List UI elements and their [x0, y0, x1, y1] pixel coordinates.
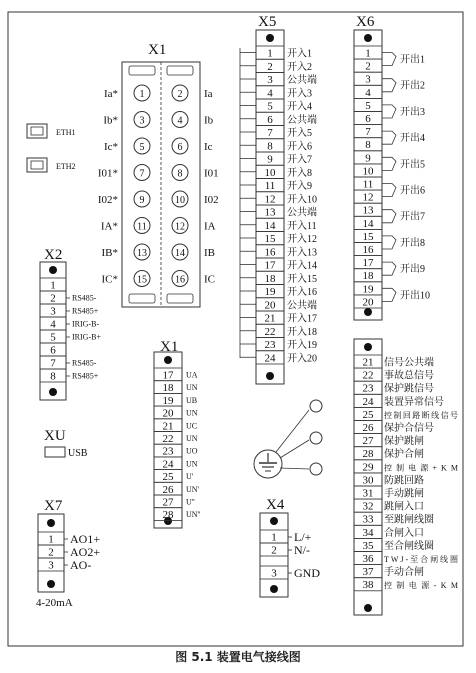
x1-current-left-number: 5 — [139, 142, 145, 153]
x5-terminal-number: 3 — [267, 74, 273, 86]
x1-current-right-label: Ic — [204, 141, 213, 153]
x6-lower-terminal-number: 28 — [362, 448, 374, 461]
x5-terminal-number: 1 — [267, 47, 273, 60]
x2-terminal-number: 5 — [50, 331, 56, 344]
x5-terminal-number: 13 — [264, 206, 276, 219]
x4-terminal-label: L/+ — [294, 530, 312, 544]
x1-current-right-number: 8 — [177, 168, 183, 180]
x6-lower-terminal-label: 手动跳闸 — [384, 488, 424, 500]
x5-terminal-label: 开入10 — [287, 194, 317, 206]
x5-terminal-label: 开入6 — [287, 141, 312, 153]
ground-symbol-icon — [254, 400, 322, 478]
x7-screw-bottom — [47, 580, 55, 588]
x2-terminal-label: RS485- — [72, 358, 97, 368]
x1-current-block — [98, 62, 219, 307]
x2-screw-top — [49, 266, 57, 274]
x1-voltage-terminal-label: UN'' — [186, 510, 201, 520]
x6-lower-terminal-number: 35 — [362, 539, 374, 552]
x6-terminal-number: 8 — [365, 139, 371, 152]
x6-terminal-number: 3 — [365, 73, 371, 86]
x2-terminal-label: IRIG-B+ — [72, 332, 101, 342]
x6-terminal-number: 14 — [362, 217, 374, 230]
x1-voltage-terminal-number: 25 — [162, 471, 174, 484]
x1-current-right-label: I02 — [204, 194, 219, 206]
x6-relay-label: 开出1 — [400, 54, 425, 66]
x6-terminal-number: 16 — [362, 244, 374, 256]
x1-current-right-label: Ia — [204, 88, 213, 100]
x6-relay-contact — [382, 157, 396, 170]
x6-terminal-number: 7 — [365, 126, 371, 139]
x1-voltage-terminal-label: UA — [186, 370, 198, 380]
x2-block — [40, 262, 101, 400]
x1-current-clip-top-right — [167, 66, 193, 75]
x1-voltage-terminal-label: UN — [186, 459, 198, 469]
x6-lower-terminal-label: 手动合闸 — [384, 567, 424, 579]
x2-terminal-number: 3 — [50, 305, 56, 318]
x6-lower-terminal-number: 21 — [362, 356, 374, 369]
x6-screw-top — [364, 34, 372, 42]
x1-current-right-label: I01 — [204, 167, 219, 180]
x5-terminal-label: 开入3 — [287, 88, 312, 100]
x5-terminal-label: 开入2 — [287, 61, 312, 73]
x1-current-left-label: Ib* — [103, 114, 118, 127]
x6-terminal-number: 4 — [365, 86, 371, 99]
x6-relay-label: 开出8 — [400, 237, 425, 249]
x5-terminal-number: 7 — [267, 127, 273, 139]
x6-lower-terminal-number: 25 — [362, 408, 374, 421]
x1-current-right-number: 16 — [175, 274, 185, 286]
x6-terminal-number: 18 — [362, 270, 374, 283]
x6-lower-terminal-label: 跳闸入口 — [384, 501, 424, 513]
eth1-label: ETH1 — [56, 128, 76, 137]
x5-terminal-number: 24 — [264, 352, 276, 365]
x1-voltage-block — [154, 352, 201, 528]
x5-terminal-number: 10 — [264, 166, 276, 179]
x4-terminal-label: N/- — [294, 543, 310, 557]
x6-lower-terminal-number: 30 — [362, 474, 374, 487]
x1-voltage-terminal-label: U' — [186, 472, 194, 482]
x1-voltage-terminal-number: 26 — [162, 483, 174, 496]
usb-label: USB — [68, 448, 88, 459]
x4-screw-bottom — [270, 585, 278, 593]
x1-voltage-title: X1 — [160, 339, 179, 355]
x1-current-left-number: 11 — [137, 221, 147, 233]
x7-title: X7 — [44, 498, 63, 514]
x6-relay-contact — [382, 131, 396, 144]
x6-lower-terminal-number: 23 — [362, 382, 374, 395]
x6-lower-terminal-number: 27 — [362, 435, 374, 448]
x2-terminal-number: 2 — [50, 292, 56, 305]
x1-current-clip-top-left — [129, 66, 155, 75]
x6-terminal-number: 9 — [365, 152, 371, 165]
x5-terminal-label: 开入4 — [287, 101, 312, 113]
x5-terminal-label: 开入17 — [287, 313, 317, 325]
x1-current-right-number: 2 — [177, 89, 183, 100]
x1-voltage-terminal-label: UN — [186, 408, 198, 418]
x5-terminal-label: 开入11 — [287, 220, 317, 232]
x1-current-right-number: 12 — [175, 221, 185, 233]
x7-terminal-label: AO1+ — [70, 532, 101, 546]
x6-relay-label: 开出7 — [400, 211, 425, 223]
x6-lower-terminal-label: 至跳闸线圈 — [384, 514, 434, 526]
usb-port-icon — [45, 447, 65, 457]
x5-terminal-number: 2 — [267, 60, 273, 73]
x6-lower-terminal-label: TWJ-至合闸线圈 — [384, 555, 458, 564]
x1-voltage-terminal-label: UN — [186, 434, 198, 443]
x4-terminal-label: GND — [294, 566, 320, 580]
x1-voltage-terminal-number: 28 — [162, 509, 174, 522]
x1-voltage-terminal-number: 17 — [162, 369, 174, 382]
x6-terminal-number: 2 — [365, 60, 371, 73]
x2-screw-bottom — [49, 388, 57, 396]
x6-lower-terminal-number: 34 — [362, 526, 374, 539]
x5-terminal-label: 开入12 — [287, 234, 317, 245]
x6-terminal-number: 6 — [365, 113, 371, 125]
x6-lower-terminal-label: 装置异常信号 — [384, 396, 444, 408]
x5-terminal-number: 8 — [267, 140, 273, 153]
x6-terminal-number: 13 — [362, 204, 374, 217]
x5-terminal-number: 12 — [264, 193, 276, 206]
x4-terminal-number: 3 — [271, 567, 277, 580]
x5-terminal-label: 公共端 — [287, 207, 317, 219]
x1-current-right-number: 14 — [175, 248, 185, 259]
x6-terminal-number: 5 — [365, 99, 371, 112]
x1-current-right-number: 4 — [177, 115, 183, 127]
x2-title: X2 — [44, 247, 63, 263]
x7-terminal-number: 3 — [48, 559, 54, 572]
x7-terminal-label: AO2+ — [70, 545, 101, 559]
x4-screw-top — [270, 517, 278, 525]
x6-lower-terminal-number: 32 — [362, 500, 374, 513]
indicator-circle-bottom — [310, 463, 322, 475]
x1-voltage-terminal-number: 19 — [162, 394, 174, 407]
x6-relay-contact — [382, 236, 396, 249]
x5-terminal-label: 开入14 — [287, 260, 317, 272]
x6-lower-screw-bottom — [364, 604, 372, 612]
x5-terminal-number: 22 — [264, 325, 276, 338]
x1-current-left-number: 7 — [139, 168, 145, 180]
eth1-port-icon — [27, 124, 47, 138]
x6-relay-label: 开出6 — [400, 185, 425, 197]
x6-lower-terminal-label: 控制回路断线信号 — [384, 410, 458, 420]
x5-terminal-label: 开入16 — [287, 287, 317, 298]
x6-relay-label: 开出3 — [400, 106, 425, 118]
x5-screw-bottom — [266, 372, 274, 380]
x6-lower-terminal-number: 33 — [362, 513, 374, 526]
x6-lower-terminal-number: 37 — [362, 566, 374, 579]
x5-terminal-number: 21 — [264, 312, 276, 325]
x7-footer: 4-20mA — [36, 597, 73, 609]
x5-terminal-label: 公共端 — [287, 114, 317, 126]
x7-block — [38, 514, 100, 592]
x1-voltage-terminal-label: UB — [186, 395, 198, 405]
x5-terminal-label: 开入15 — [287, 273, 317, 285]
x7-terminal-label: AO- — [70, 558, 92, 572]
eth2-port-icon — [27, 158, 47, 172]
x6-title: X6 — [356, 14, 375, 30]
x1-current-left-label: IC* — [101, 273, 118, 286]
x5-screw-top — [266, 34, 274, 42]
x4-block — [260, 513, 320, 597]
x1-current-left-number: 13 — [137, 248, 147, 259]
x6-relay-contact — [382, 184, 396, 197]
x6-lower-terminal-label: 事故总信号 — [384, 370, 434, 382]
x6-lower-block — [354, 339, 458, 615]
x4-terminal-number: 2 — [271, 544, 277, 557]
x6-relay-label: 开出5 — [400, 159, 425, 171]
x1-voltage-terminal-number: 27 — [162, 496, 174, 509]
x1-voltage-screw-top — [164, 356, 172, 364]
x6-lower-terminal-label: 保护合闸 — [384, 449, 424, 461]
x1-voltage-terminal-label: UC — [186, 421, 198, 431]
x5-terminal-number: 14 — [264, 219, 276, 232]
x5-terminal-label: 开入19 — [287, 340, 317, 351]
x1-voltage-terminal-label: U'' — [186, 497, 195, 507]
x1-voltage-terminal-number: 18 — [162, 382, 174, 395]
x5-terminal-number: 20 — [264, 299, 276, 312]
x1-voltage-terminal-label: UN' — [186, 484, 199, 494]
x2-terminal-label: IRIG-B- — [72, 319, 100, 329]
x5-terminal-number: 9 — [267, 153, 273, 166]
x5-terminal-label: 开入5 — [287, 128, 312, 139]
x6-lower-terminal-label: 保护跳信号 — [384, 383, 434, 395]
x1-current-left-label: IB* — [101, 247, 118, 259]
x7-screw-top — [47, 519, 55, 527]
x6-lower-terminal-number: 29 — [362, 461, 374, 474]
x1-current-left-label: I01* — [97, 167, 118, 180]
x6-screw-mid — [364, 308, 372, 316]
x6-lower-screw-top — [364, 343, 372, 351]
x6-lower-terminal-number: 36 — [362, 553, 374, 565]
x1-current-right-label: Ib — [204, 114, 214, 127]
x6-lower-terminal-number: 24 — [362, 395, 374, 408]
x1-current-right-number: 6 — [177, 142, 183, 153]
x1-current-left-number: 15 — [137, 274, 147, 286]
x2-terminal-label: RS485- — [72, 293, 97, 303]
x1-current-title: X1 — [148, 42, 167, 58]
figure-caption: 图 5.1 装置电气接线图 — [175, 650, 301, 664]
x1-current-left-label: I02* — [97, 194, 118, 206]
x1-voltage-terminal-number: 22 — [162, 433, 174, 445]
x1-current-left-label: Ic* — [103, 141, 118, 153]
x6-terminal-number: 10 — [362, 165, 374, 178]
x6-relay-contact — [382, 288, 396, 301]
x6-lower-terminal-label: 保护合信号 — [384, 423, 434, 434]
x6-terminal-number: 15 — [362, 230, 374, 243]
x6-lower-terminal-number: 26 — [362, 422, 374, 434]
xu-title: XU — [44, 428, 66, 444]
x4-terminal-number: 1 — [271, 531, 277, 544]
x2-terminal-label: RS485+ — [72, 371, 99, 381]
x5-terminal-label: 开入13 — [287, 247, 317, 259]
x5-terminal-number: 18 — [264, 272, 276, 285]
x1-voltage-terminal-number: 21 — [162, 420, 174, 433]
x6-relay-label: 开出2 — [400, 80, 425, 92]
x5-terminal-number: 23 — [264, 339, 276, 351]
indicator-circle-top — [310, 400, 322, 412]
indicator-circle-mid — [310, 432, 322, 444]
x5-terminal-label: 开入1 — [287, 48, 312, 60]
x4-title: X4 — [266, 497, 285, 513]
x6-terminal-number: 20 — [362, 296, 374, 309]
x6-relay-label: 开出9 — [400, 264, 425, 276]
x6-lower-terminal-label: 合闸入口 — [384, 527, 424, 539]
x7-terminal-number: 2 — [48, 546, 54, 559]
x1-voltage-terminal-number: 24 — [162, 458, 174, 471]
x5-terminal-number: 15 — [264, 233, 276, 245]
x5-block — [240, 30, 317, 384]
x5-terminal-number: 5 — [267, 100, 273, 113]
x2-terminal-number: 1 — [50, 279, 56, 292]
x5-terminal-label: 公共端 — [287, 300, 317, 312]
x1-voltage-terminal-label: UN — [186, 383, 198, 393]
x7-terminal-number: 1 — [48, 533, 54, 546]
x6-terminal-number: 11 — [362, 178, 374, 191]
ethernet-ports — [27, 124, 76, 172]
x2-terminal-number: 4 — [50, 318, 56, 331]
x2-terminal-label: RS485+ — [72, 306, 99, 316]
x6-upper-block — [354, 30, 430, 320]
x6-lower-terminal-label: 防跳回路 — [384, 475, 424, 487]
x6-lower-terminal-number: 31 — [362, 487, 374, 500]
x6-terminal-number: 19 — [362, 283, 374, 296]
x1-current-left-label: Ia* — [103, 88, 118, 100]
x1-current-right-label: IB — [204, 247, 215, 259]
x6-lower-terminal-label: 至合闸线圈 — [384, 540, 434, 552]
x6-lower-terminal-label: 保护跳闸 — [384, 436, 424, 448]
x5-terminal-number: 16 — [264, 246, 276, 259]
x2-terminal-number: 6 — [50, 344, 56, 357]
x5-terminal-label: 开入18 — [287, 326, 317, 338]
x1-current-left-number: 1 — [139, 89, 145, 100]
x5-terminal-label: 开入20 — [287, 353, 317, 365]
x6-lower-terminal-label: 控制电源-KM — [384, 581, 458, 591]
x5-terminal-label: 公共端 — [287, 75, 317, 86]
x6-relay-contact — [382, 53, 396, 66]
x1-voltage-terminal-label: UO — [186, 446, 198, 456]
x5-title: X5 — [258, 14, 277, 30]
x6-terminal-number: 17 — [362, 257, 374, 270]
x5-terminal-number: 17 — [264, 259, 276, 272]
x1-current-clip-bottom-left — [129, 294, 155, 303]
x6-lower-terminal-number: 38 — [362, 579, 374, 592]
x1-voltage-terminal-number: 23 — [162, 445, 174, 458]
x2-terminal-number: 7 — [50, 357, 56, 370]
x5-terminal-number: 19 — [264, 286, 276, 298]
x1-current-right-label: IA — [204, 220, 216, 233]
x6-relay-contact — [382, 105, 396, 118]
x5-terminal-number: 11 — [264, 180, 276, 192]
x1-current-clip-bottom-right — [167, 294, 193, 303]
x6-relay-contact — [382, 79, 396, 92]
x6-relay-contact — [382, 262, 396, 275]
x5-terminal-label: 开入7 — [287, 154, 312, 166]
x5-terminal-label: 开入8 — [287, 167, 312, 179]
x1-current-left-number: 9 — [139, 195, 145, 206]
x2-terminal-number: 8 — [50, 370, 56, 383]
eth2-label: ETH2 — [56, 162, 76, 171]
x5-terminal-number: 6 — [267, 113, 273, 126]
x1-current-left-number: 3 — [139, 115, 145, 127]
x6-terminal-number: 1 — [365, 47, 371, 60]
x6-lower-terminal-number: 22 — [362, 369, 374, 382]
x6-relay-label: 开出4 — [400, 133, 425, 145]
x1-current-right-number: 10 — [175, 195, 185, 206]
x1-voltage-terminal-number: 20 — [162, 407, 174, 420]
x5-terminal-number: 4 — [267, 87, 273, 100]
x5-terminal-label: 开入9 — [287, 181, 312, 192]
x6-terminal-number: 12 — [362, 191, 374, 204]
x6-lower-terminal-label: 信号公共端 — [384, 357, 434, 369]
x6-relay-label: 开出10 — [400, 290, 430, 302]
x6-lower-terminal-label: 控制电源+KM — [384, 463, 458, 473]
x1-current-right-label: IC — [204, 273, 215, 286]
x6-relay-contact — [382, 210, 396, 223]
x1-current-left-label: IA* — [100, 220, 118, 233]
